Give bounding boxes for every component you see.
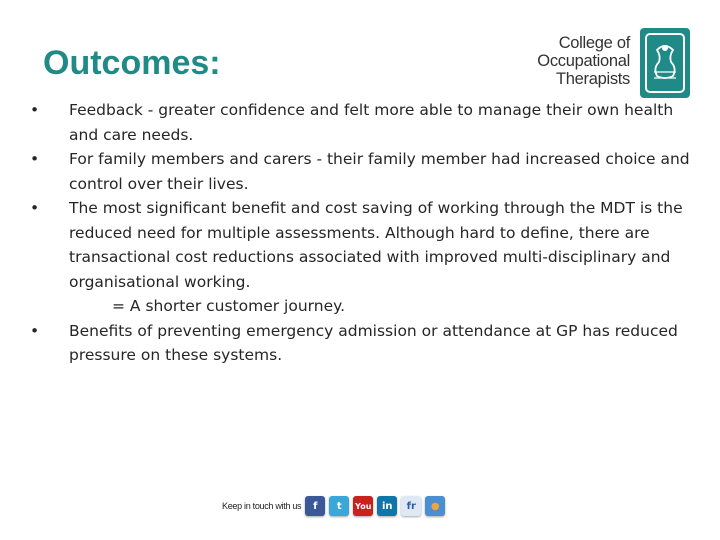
bullet-text: Feedback - greater confidence and felt more able to manage their own health and care needs. — [69, 101, 674, 144]
logo-line-3: Therapists — [555, 70, 630, 88]
linkedin-icon[interactable]: in — [377, 496, 397, 516]
logo-line-1: College of — [558, 34, 630, 52]
community-icon[interactable]: ● — [425, 496, 445, 516]
list-item — [30, 196, 690, 319]
facebook-icon[interactable]: f — [305, 496, 325, 516]
bullet-marker: • — [30, 101, 40, 119]
social-footer — [222, 496, 449, 516]
youtube-icon[interactable]: You — [353, 496, 373, 516]
bullet-marker: • — [30, 321, 40, 340]
bullet-marker: • — [30, 199, 40, 217]
logo-line-2: Occupational — [537, 52, 630, 70]
twitter-icon[interactable]: t — [329, 496, 349, 516]
bullet-continuation: = A shorter customer journey. — [112, 297, 345, 315]
bullet-text: For family members and carers - their family member had increased choice and control over their lives. — [69, 150, 690, 193]
slide-title: Outcomes: — [43, 44, 221, 82]
college-logo-text — [520, 34, 630, 88]
bullet-text: Benefits of preventing emergency admission or attendance at GP has reduced pressure on these systems. — [69, 321, 678, 364]
list-item — [30, 319, 690, 368]
list-item — [30, 98, 690, 147]
emblem-icon — [640, 28, 690, 98]
friendfeed-icon[interactable]: fr — [401, 496, 421, 516]
college-logo-emblem — [640, 28, 690, 98]
outcomes-list — [30, 98, 690, 368]
bullet-marker: • — [30, 150, 40, 168]
bullet-text: The most significant benefit and cost saving of working through the MDT is the reduced need for multiple assessments. Although hard to define, there are transactional cost reductions associated with improved multi-disciplinary and organisational working. — [69, 199, 683, 291]
list-item — [30, 147, 690, 196]
footer-text: Keep in touch with us — [222, 501, 302, 511]
